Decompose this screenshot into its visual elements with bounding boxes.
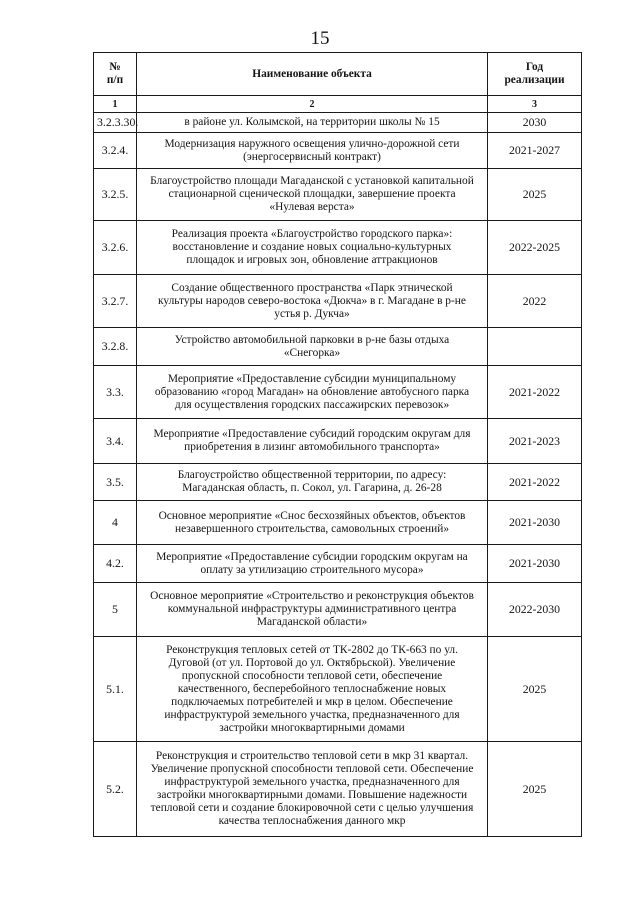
table-row <box>94 545 582 583</box>
row-year: 2021-2022 <box>488 366 582 419</box>
row-number: 4.2. <box>94 545 137 583</box>
table-row <box>94 113 582 133</box>
row-year: 2021-2027 <box>488 133 582 169</box>
row-year: 2030 <box>488 113 582 133</box>
row-object-name: Реализация проекта «Благоустройство городского парка»: восстановление и создание новых социально-культурных площадок и игровых зон, обновление аттракционов <box>137 221 488 275</box>
row-object-name: Реконструкция и строительство тепловой сети в мкр 31 квартал. Увеличение пропускной способности тепловой сети. Обеспечение инфраструктурой земельного участка, предназначенного для застройки многоквартирными домами. Повышение надежности тепловой сети и создание блокировочной сети с целью улучшения качества теплоснабжения данного мкр <box>137 742 488 837</box>
row-year: 2025 <box>488 742 582 837</box>
table-row <box>94 328 582 366</box>
table-row <box>94 221 582 275</box>
row-number: 3.2.8. <box>94 328 137 366</box>
row-number: 3.5. <box>94 464 137 501</box>
row-year <box>488 328 582 366</box>
column-index-2: 2 <box>137 96 488 113</box>
row-object-name: Устройство автомобильной парковки в р-не базы отдыха «Снегорка» <box>137 328 488 366</box>
row-year: 2025 <box>488 637 582 742</box>
row-object-name: Основное мероприятие «Снос бесхозяйных объектов, объектов незавершенного строительства, самовольных строений» <box>137 501 488 545</box>
row-year: 2021-2030 <box>488 545 582 583</box>
row-year: 2021-2030 <box>488 501 582 545</box>
table-row <box>94 742 582 837</box>
row-object-name: Благоустройство площади Магаданской с установкой капитальной стационарной сценической площадки, завершение проекта «Нулевая верста» <box>137 169 488 221</box>
table-row <box>94 275 582 328</box>
table-row <box>94 133 582 169</box>
header-num: № п/п <box>94 53 137 96</box>
page-number: 15 <box>310 28 330 49</box>
row-object-name: Мероприятие «Предоставление субсидий городским округам для приобретения в лизинг автомобильного транспорта» <box>137 419 488 464</box>
row-number: 3.3. <box>94 366 137 419</box>
row-object-name: в районе ул. Колымской, на территории школы № 15 <box>137 113 488 133</box>
row-object-name: Создание общественного пространства «Парк этнической культуры народов северо-востока «Дюкча» в г. Магадане в р-не устья р. Дукча» <box>137 275 488 328</box>
row-number: 5 <box>94 583 137 637</box>
column-index-1: 1 <box>94 96 137 113</box>
row-year: 2022-2025 <box>488 221 582 275</box>
header-year: Год реализации <box>488 53 582 96</box>
row-number: 5.1. <box>94 637 137 742</box>
row-year: 2021-2022 <box>488 464 582 501</box>
row-object-name: Реконструкция тепловых сетей от ТК-2802 до ТК-663 по ул. Дуговой (от ул. Портовой до ул. Октябрьской). Увеличение пропускной способности тепловой сети, обеспечение качественного, бесперебойного теплоснабжение новых подключаемых потребителей и мкр в целом. Обеспечение инфраструктурой земельного участка, предназначенного для застройки многоквартирными домами <box>137 637 488 742</box>
row-object-name: Модернизация наружного освещения улично-дорожной сети (энергосервисный контракт) <box>137 133 488 169</box>
header-name: Наименование объекта <box>137 53 488 96</box>
table-row <box>94 583 582 637</box>
column-index-3: 3 <box>488 96 582 113</box>
column-index-row <box>94 96 582 113</box>
row-year: 2022-2030 <box>488 583 582 637</box>
row-number: 3.2.3.30. <box>94 113 137 133</box>
row-year: 2021-2023 <box>488 419 582 464</box>
row-object-name: Мероприятие «Предоставление субсидии муниципальному образованию «город Магадан» на обновление автобусного парка для осуществления городских пассажирских перевозок» <box>137 366 488 419</box>
row-year: 2025 <box>488 169 582 221</box>
row-object-name: Мероприятие «Предоставление субсидии городским округам на оплату за утилизацию строительного мусора» <box>137 545 488 583</box>
row-number: 3.2.5. <box>94 169 137 221</box>
row-number: 3.4. <box>94 419 137 464</box>
table-row <box>94 366 582 419</box>
objects-table <box>93 52 582 837</box>
row-object-name: Основное мероприятие «Строительство и реконструкция объектов коммунальной инфраструктуры административного центра Магаданской области» <box>137 583 488 637</box>
table-row <box>94 419 582 464</box>
row-number: 4 <box>94 501 137 545</box>
row-number: 3.2.4. <box>94 133 137 169</box>
table-row <box>94 464 582 501</box>
row-object-name: Благоустройство общественной территории, по адресу: Магаданская область, п. Сокол, ул. Гагарина, д. 26-28 <box>137 464 488 501</box>
row-number: 3.2.7. <box>94 275 137 328</box>
row-number: 3.2.6. <box>94 221 137 275</box>
table-row <box>94 637 582 742</box>
row-year: 2022 <box>488 275 582 328</box>
table-header-row <box>94 53 582 96</box>
row-number: 5.2. <box>94 742 137 837</box>
table-row <box>94 501 582 545</box>
table-row <box>94 169 582 221</box>
